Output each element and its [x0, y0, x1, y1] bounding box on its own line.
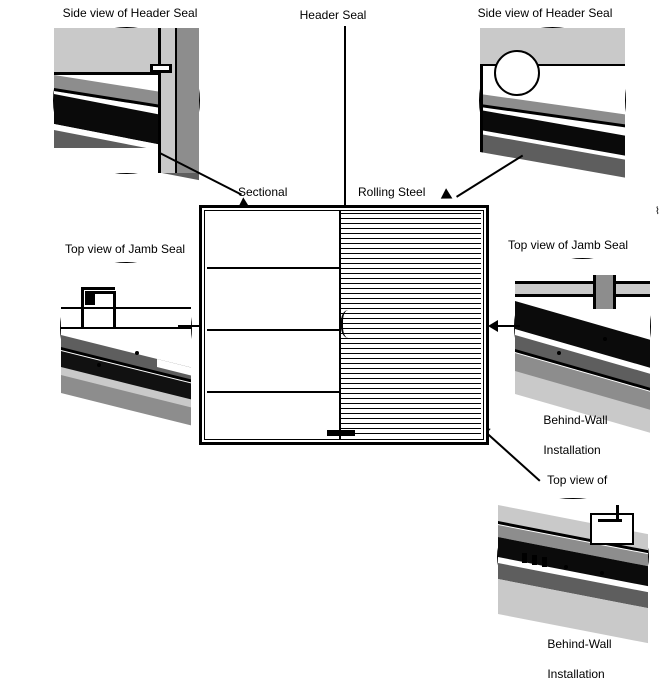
behind-wall-right-line2: Installation: [543, 443, 601, 457]
label-top-view-jamb-seal-right: Top view of Jamb Seal: [507, 238, 629, 252]
door-center-divider: [339, 210, 341, 440]
slat-curl-detail: [341, 310, 359, 338]
detail-top-view-jamb-seal-right: [514, 258, 651, 395]
detail-side-view-header-seal-right: [479, 27, 626, 174]
detail-top-view-jamb-seal-left: [60, 262, 192, 394]
door-bottom-handle: [327, 430, 355, 436]
detail-side-view-header-seal-left: [53, 27, 200, 174]
behind-wall-bottom-line2: Installation: [547, 667, 605, 681]
leader-tr-arrow: [438, 188, 453, 203]
leader-header-seal-vertical: [344, 26, 346, 210]
label-top-view-jamb-seal-left: Top view of Jamb Seal: [64, 242, 186, 256]
garage-door-drawing: [199, 205, 489, 445]
label-side-view-header-seal-right: Side view of Header Seal: [477, 6, 613, 20]
label-sectional: Sectional: [238, 185, 288, 199]
behind-wall-bottom-line1: Behind-Wall: [547, 637, 612, 651]
label-side-view-header-seal-left: Side view of Header Seal: [62, 6, 198, 20]
behind-wall-right-line1: Behind-Wall: [543, 413, 608, 427]
detail-image-tl: [54, 28, 199, 173]
sectional-panel-line: [207, 329, 339, 331]
detail-image-mr: [515, 259, 650, 394]
sectional-panel-line: [207, 391, 339, 393]
top-view-jamb-seal-bottom-line1: Top view of: [547, 473, 608, 487]
leader-mr-arrow: [488, 320, 498, 332]
detail-image-br: [498, 499, 648, 614]
label-behind-wall-bottom: [534, 622, 654, 697]
rolling-steel-slats: [341, 213, 481, 437]
detail-image-tr: [480, 28, 625, 173]
detail-top-view-jamb-seal-bottom: [497, 498, 649, 615]
sectional-panel-line: [207, 267, 339, 269]
detail-image-ml: [61, 263, 191, 393]
leader-mr: [498, 325, 520, 327]
stray-mark: ⌇: [655, 206, 660, 217]
label-rolling-steel: Rolling Steel: [358, 185, 426, 199]
label-header-seal-top: Header Seal: [299, 8, 367, 22]
